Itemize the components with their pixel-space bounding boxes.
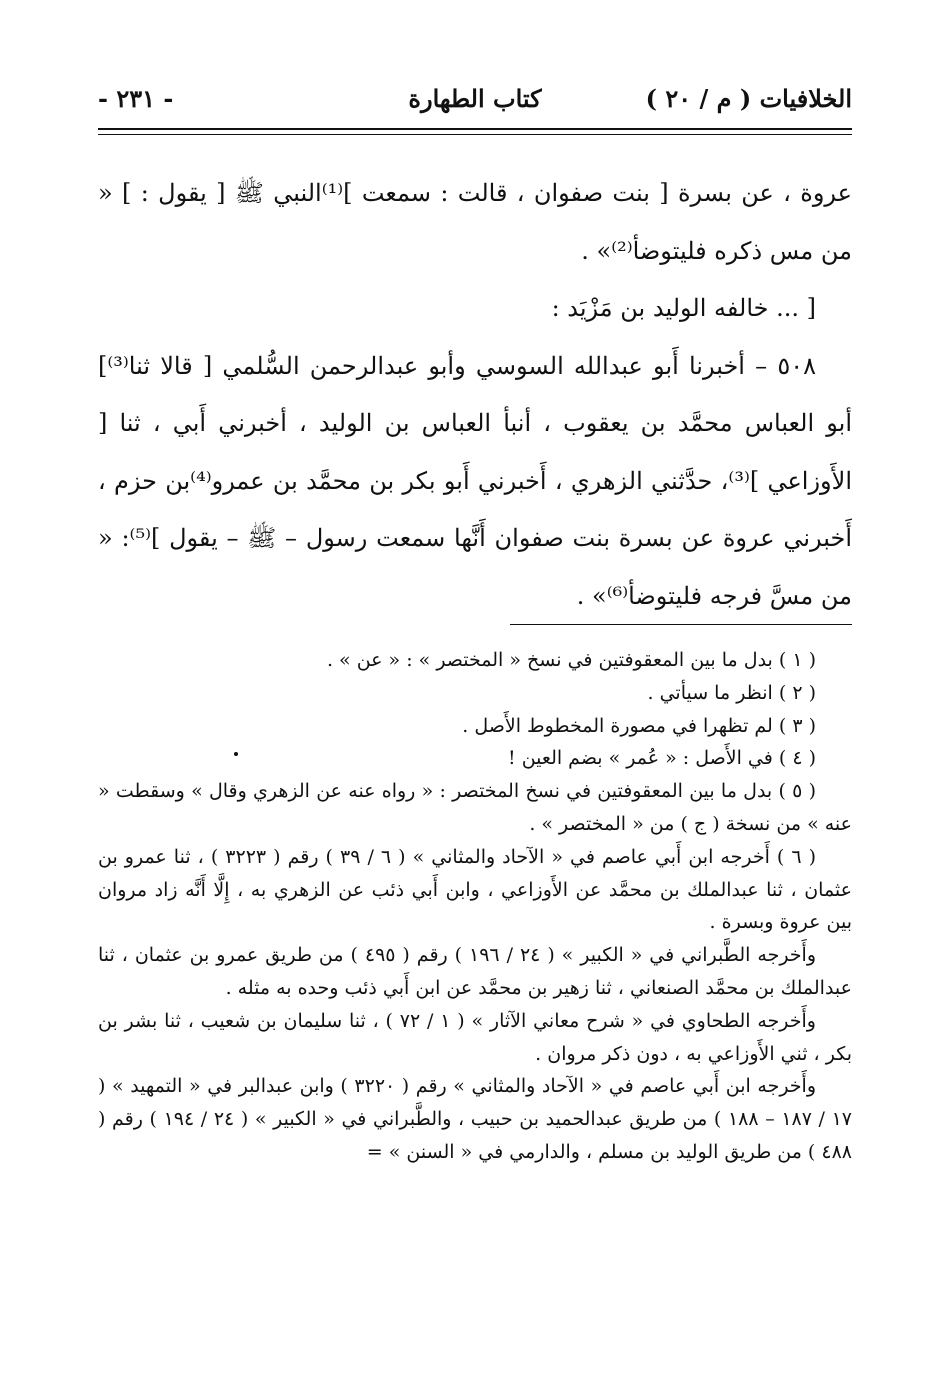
main-paragraph: [ ... خالفه الوليد بن مَزْيَد : [551,294,816,322]
footnote: ( ٢ ) انظر ما سيأتي . [647,681,816,704]
page-number: - ٢٣١ - [98,84,174,113]
footnote: وأَخرجه الطحاوي في « شرح معاني الآثار » ( ١ / ٧٢ ) ، ثنا سليمان بن شعيب ، ثنا بشر بن بكر ، ثني الأَوزاعي به ، دون ذكر مروان . [98,1009,852,1065]
footnote: ( ١ ) بدل ما بين المعقوفتين في نسخ « المختصر » : « عن » . [326,649,816,671]
main-paragraph: عروة ، عن بسرة [ بنت صفوان ، قالت : سمعت ]⁽¹⁾النبي ﷺ [ يقول : ] « من مس ذكره فليتوضأ⁽²⁾» . [98,179,852,265]
main-text [98,165,852,625]
footnote: ( ٣ ) لم تظهرا في مصورة المخطوط الأَصل . [462,714,816,737]
footnote-separator [510,624,852,625]
footnote: وأَخرجه الطَّبراني في « الكبير » ( ٢٤ / ١٩٦ ) رقم ( ٤٩٥ ) من طريق عمرو بن عثمان ، ثنا عبدالملك بن محمَّد الصنعاني ، ثنا زهير بن محمَّد عن ابن أَبي ذئب وحده به مثله . [98,944,852,999]
footnote: ( ٦ ) أَخرجه ابن أَبي عاصم في « الآحاد والمثاني » ( ٦ / ٣٩ ) رقم ( ٣٢٢٣ ) ، ثنا عمرو بن عثمان ، ثنا عبدالملك بن محمَّد عن الأَوزاعي ، وابن أَبي ذئب عن الزهري به ، إِلَّا أَنَّه زاد مروان بين عروة وبسرة . [98,845,852,934]
hadith-paragraph: ٥٠٨ – أخبرنا أَبو عبدالله السوسي وأبو عبدالرحمن السُّلمي [ قالا ثنا⁽³⁾] أبو العباس محمَّد بن يعقوب ، أنبأ العباس بن الوليد ، أخبرني أَبي ، ثنا [ الأَوزاعي ]⁽³⁾، حدَّثني الزهري ، أَخبرني أَبو بكر بن محمَّد بن عمرو⁽⁴⁾بن حزم ، أَخبرني عروة عن بسرة بنت صفوان أَنَّها سمعت رسول – ﷺ – يقول ]⁽⁵⁾: « من مسَّ فرجه فليتوضأ⁽⁶⁾» . [98,351,852,610]
footnote: وأَخرجه ابن أَبي عاصم في « الآحاد والمثاني » رقم ( ٣٢٢٠ ) وابن عبدالبر في « التمهيد » ( ١٧ / ١٨٧ – ١٨٨ ) من طريق عبدالحميد بن حبيب ، والطَّبراني في « الكبير » ( ٢٤ / ١٩٤ ) رقم ( ٤٨٨ ) من طريق الوليد بن مسلم ، والدارمي في « السنن » = [98,1075,852,1163]
running-title: الخلافيات ( م / ٢٠ ) [645,84,852,113]
footnote: ( ٥ ) بدل ما بين المعقوفتين في نسخ المختصر : « رواه عنه عن الزهري وقال » وسقطت « عنه » من نسخة ( ج ) من « المختصر » . [98,780,852,835]
footnote: ( ٤ ) في الأَصل : « عُمر » بضم العين ! [508,747,816,770]
stray-dot [234,752,238,756]
footnotes [98,644,852,1169]
header-rule-thick [98,128,852,130]
section-title: كتاب الطهارة [408,84,542,113]
page-header [98,80,852,120]
header-rule-thin [98,134,852,135]
